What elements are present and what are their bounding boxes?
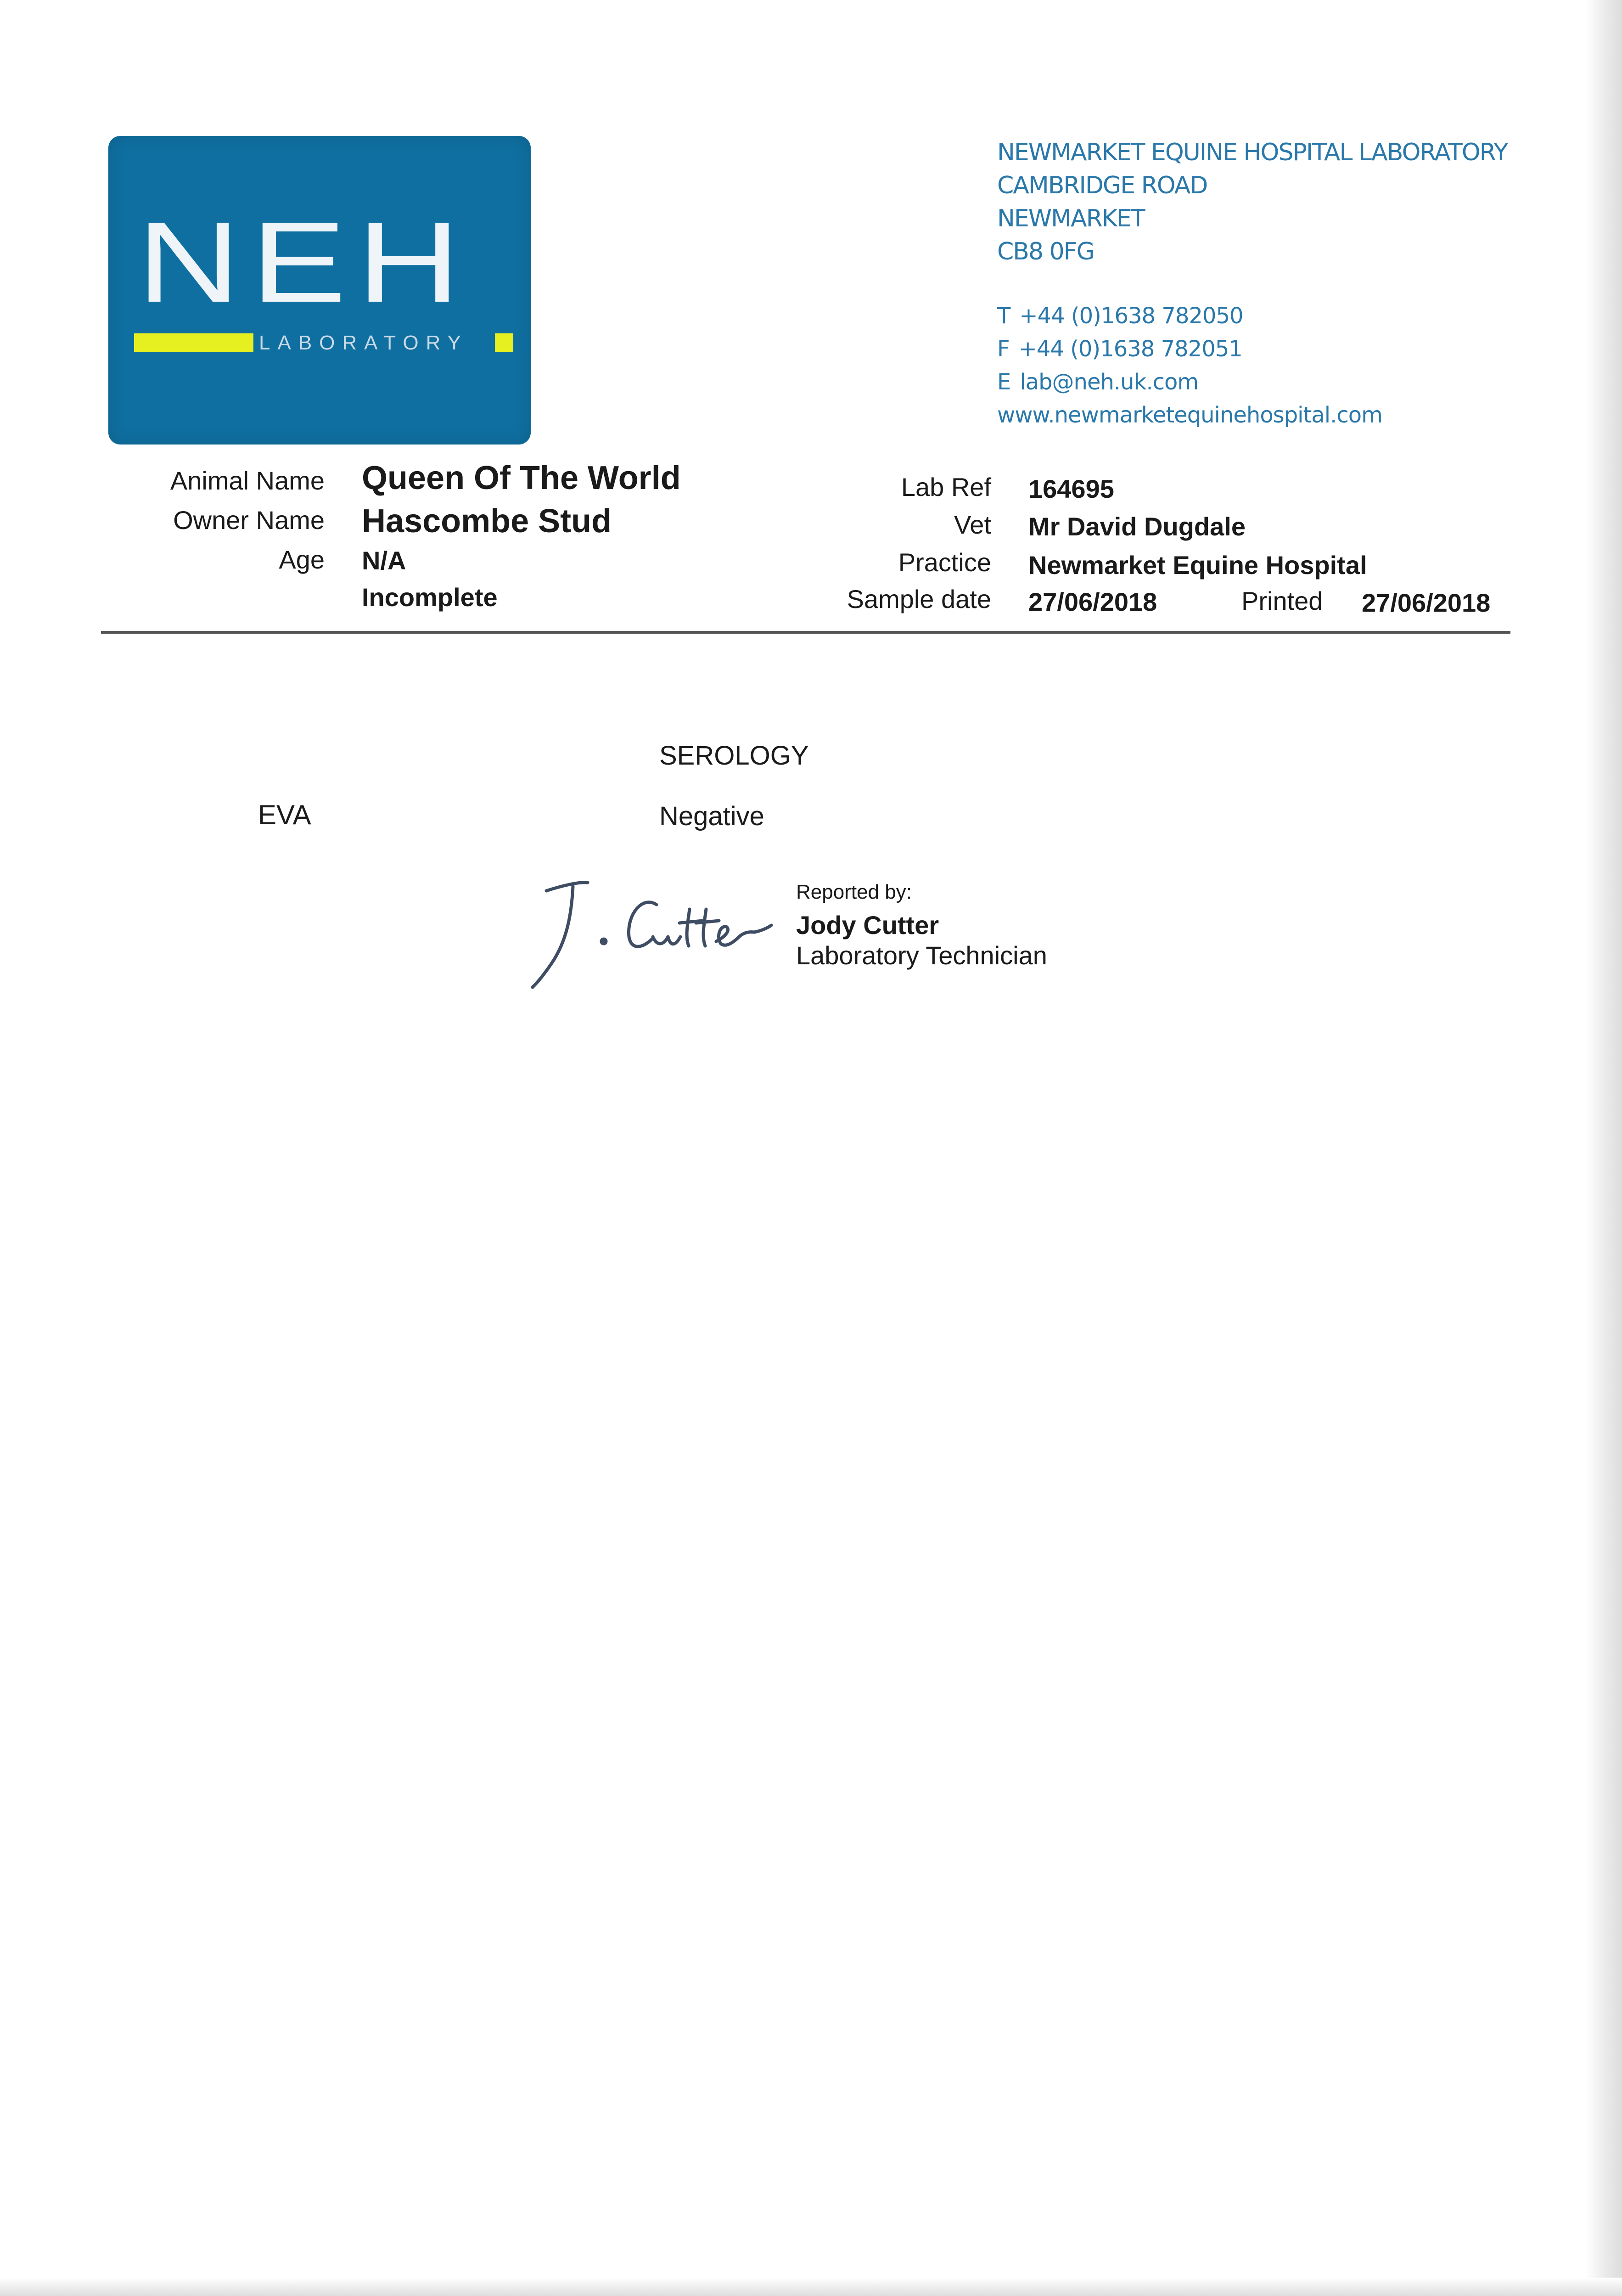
printed-date: 27/06/2018 (1362, 588, 1491, 617)
logo-mark: NEH (137, 198, 471, 326)
sample-date-label: Sample date (847, 585, 991, 613)
neh-logo (108, 136, 531, 445)
report-status: Incomplete (362, 583, 498, 612)
address-line: CB8 0FG (997, 238, 1094, 265)
email-prefix: E (997, 369, 1011, 395)
vet-name: Mr David Dugdale (1028, 512, 1246, 541)
phone-number: +44 (0)1638 782050 (1019, 303, 1243, 329)
address-line: NEWMARKET EQUINE HOSPITAL LABORATORY (997, 139, 1508, 166)
email-address[interactable]: lab@neh.uk.com (1020, 369, 1199, 395)
printed-label: Printed (1241, 586, 1323, 615)
logo-accent-bar (134, 333, 253, 352)
logo-subtitle: LABORATORY (259, 332, 468, 354)
owner-name-label: Owner Name (173, 506, 325, 535)
handwritten-signature (519, 872, 776, 992)
lab-address (997, 136, 1507, 268)
animal-name: Queen Of The World (362, 460, 681, 496)
fax-number: +44 (0)1638 782051 (1018, 336, 1242, 362)
fax-line (997, 332, 1382, 366)
reporter-role: Laboratory Technician (796, 941, 1047, 970)
fax-prefix: F (997, 336, 1010, 362)
owner-name: Hascombe Stud (362, 503, 612, 540)
reported-by-label: Reported by: (796, 881, 912, 903)
scan-edge (1585, 0, 1622, 2296)
logo-accent-square (495, 333, 513, 352)
practice-name: Newmarket Equine Hospital (1028, 551, 1367, 580)
header-divider (101, 631, 1510, 634)
phone-prefix: T (997, 303, 1010, 329)
age-label: Age (279, 545, 325, 574)
section-title: SEROLOGY (659, 741, 809, 771)
test-name: EVA (258, 799, 311, 830)
address-line: CAMBRIDGE ROAD (997, 172, 1207, 199)
vet-label: Vet (954, 510, 991, 539)
practice-label: Practice (898, 548, 991, 577)
website-link[interactable]: www.newmarketequinehospital.com (997, 402, 1382, 428)
animal-name-label: Animal Name (170, 466, 325, 495)
sample-date: 27/06/2018 (1028, 587, 1157, 616)
address-line: NEWMARKET (997, 205, 1145, 232)
reporter-name: Jody Cutter (796, 911, 939, 940)
scan-edge-bottom (0, 2278, 1622, 2296)
phone-line (997, 299, 1382, 332)
lab-ref: 164695 (1028, 474, 1114, 503)
lab-contact (997, 299, 1382, 432)
email-line (997, 366, 1382, 399)
age-value: N/A (362, 546, 406, 575)
test-result: Negative (659, 801, 764, 831)
lab-ref-label: Lab Ref (901, 473, 991, 501)
